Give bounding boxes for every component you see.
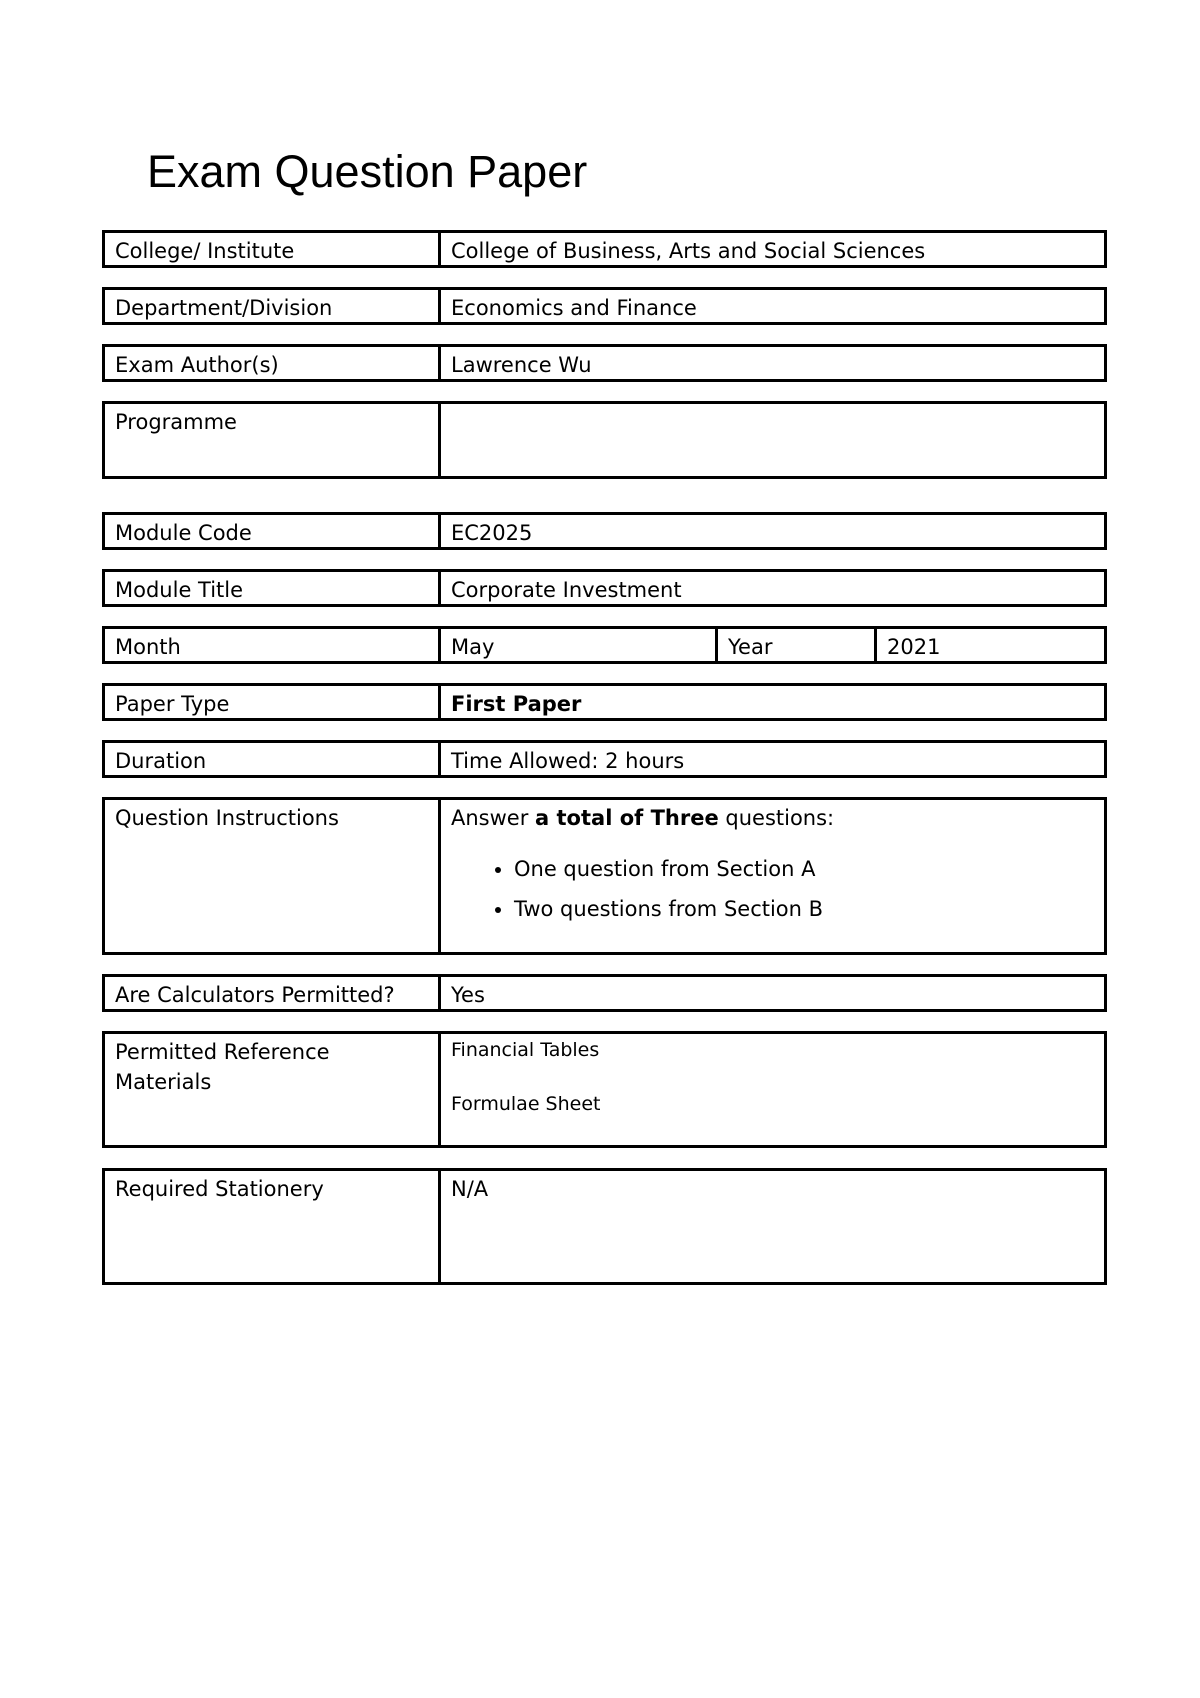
- instructions-label: Question Instructions: [105, 800, 441, 952]
- programme-label: Programme: [105, 404, 441, 476]
- author-row: [102, 344, 1107, 382]
- stationery-value: N/A: [451, 1177, 489, 1201]
- list-item: • Two questions from Section B: [514, 889, 1094, 929]
- reference-value: [441, 1034, 1104, 1145]
- instructions-suffix: questions:: [718, 806, 835, 830]
- department-row: [102, 287, 1107, 325]
- author-label: Exam Author(s): [105, 347, 441, 379]
- instructions-bold: a total of Three: [535, 806, 719, 830]
- programme-value: [441, 404, 1104, 476]
- module-title-value: Corporate Investment: [451, 578, 682, 602]
- instructions-value: [441, 800, 1104, 952]
- module-title-row: [102, 569, 1107, 607]
- college-value: College of Business, Arts and Social Sciences: [451, 239, 926, 263]
- month-value: May: [441, 629, 718, 661]
- year-label: Year: [718, 629, 877, 661]
- duration-row: [102, 740, 1107, 778]
- year-value: 2021: [887, 635, 941, 659]
- department-label: Department/Division: [105, 290, 441, 322]
- instructions-list: [451, 849, 1094, 929]
- duration-value: Time Allowed: 2 hours: [451, 749, 685, 773]
- calculators-value: Yes: [451, 983, 485, 1007]
- reference-item: Formulae Sheet: [451, 1093, 601, 1115]
- page-title: Exam Question Paper: [147, 146, 588, 197]
- instructions-text: [451, 803, 1094, 833]
- module-code-row: [102, 512, 1107, 550]
- paper-type-value: First Paper: [451, 692, 582, 716]
- calculators-row: [102, 974, 1107, 1012]
- module-title-label: Module Title: [105, 572, 441, 604]
- reference-item: Financial Tables: [451, 1039, 600, 1061]
- module-code-label: Module Code: [105, 515, 441, 547]
- instructions-row: [102, 797, 1107, 955]
- calculators-label: Are Calculators Permitted?: [105, 977, 441, 1009]
- author-value: Lawrence Wu: [451, 353, 592, 377]
- duration-label: Duration: [105, 743, 441, 775]
- reference-label: Permitted Reference Materials: [105, 1034, 441, 1145]
- paper-type-label: Paper Type: [105, 686, 441, 718]
- programme-row: [102, 401, 1107, 479]
- list-item: • One question from Section A: [514, 849, 1094, 889]
- reference-row: [102, 1031, 1107, 1148]
- college-label: College/ Institute: [105, 233, 441, 265]
- instructions-prefix: Answer: [451, 806, 536, 830]
- module-code-value: EC2025: [451, 521, 533, 545]
- stationery-label: Required Stationery: [105, 1171, 441, 1282]
- paper-type-row: [102, 683, 1107, 721]
- month-label: Month: [105, 629, 441, 661]
- department-value: Economics and Finance: [451, 296, 697, 320]
- stationery-row: [102, 1168, 1107, 1285]
- month-year-row: [102, 626, 1107, 664]
- college-row: [102, 230, 1107, 268]
